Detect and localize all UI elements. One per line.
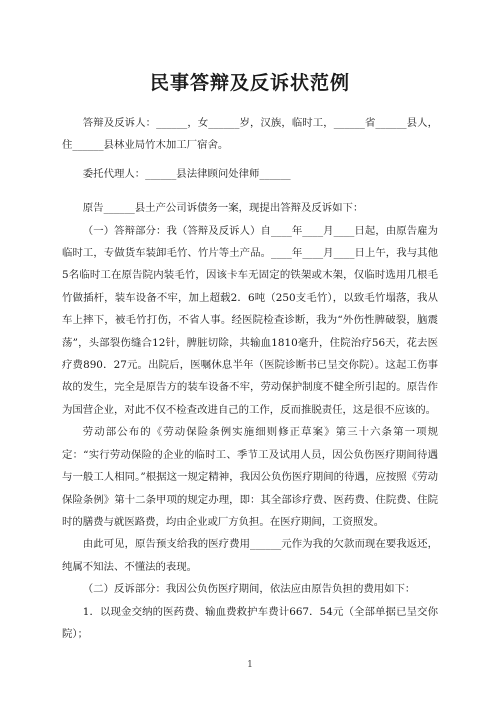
counterclaim-item-1: 1．以现金交纳的医药费、输血费救护车费计667．54元（全部单据已呈交你院）； xyxy=(62,605,438,640)
page-number: 1 xyxy=(247,660,253,670)
defense-section-paragraph: （一）答辩部分：我（答辩及反诉人）自____年____月____日起，由原告雇为临时工，专做货车装卸毛竹、竹片等土产品。____年____月____日上午，我与其他5名临时工在原告院内装毛竹，因该卡车无固定的铁架或木架，仅临时选用几根毛竹做插杆，装车设备不牢，加上超载2．6吨（250支毛竹），以致毛竹塌落，我从车上摔下，被毛竹打伤，不省人事。经医院检查诊断，我为“外伤性脾破裂，脑震荡”，头部裂伤缝合12针，脾脏切除，共输血1810毫升，住院治疗56天，花去医疗费890．27元。出院后，医嘱休息半年（医院诊断书已呈交你院）。这起工伤事故的发生，完全是原告方的装车设备不牢，劳动保护制度不健全所引起的。原告作为国营企业，对此不仅不检查改进自己的工作，反而推脱责任，这是很不应该的。 xyxy=(62,224,438,416)
document-title: 民事答辩及反诉状范例 xyxy=(149,72,350,94)
document-body xyxy=(62,112,438,645)
respondent-info-paragraph: 答辩及反诉人：______，女______岁，汉族，临时工，______省______县人，住______县林业局竹木加工厂宿舍。 xyxy=(62,117,438,152)
regulation-paragraph: 劳动部公布的《劳动保险条例实施细则修正草案》第三十六条第一项规定：“实行劳动保险的企业的临时工、季节工及试用人员，因公负伤医疗期间待遇与一般工人相同。”根据这一规定精神，我因公负伤医疗期间的待遇，应按照《劳动保险条例》第十二条甲项的规定办理，即：其全部诊疗费、医药费、住院费、住院时的膳费与就医路费，均由企业或厂方负担。在医疗期间，工资照发。 xyxy=(62,426,438,528)
intro-paragraph: 原告______县土产公司诉债务一案，现提出答辩及反诉如下： xyxy=(82,202,364,215)
counterclaim-section-paragraph: （二）反诉部分：我因公负伤医疗期间，依法应由原告负担的费用如下： xyxy=(82,583,416,596)
agent-paragraph: 委托代理人：______县法律顾问处律师______ xyxy=(82,167,291,180)
conclusion-paragraph: 由此可见，原告预支给我的医疗费用______元作为我的欠款而现在要我返还，纯属不知法、不懂法的表现。 xyxy=(62,538,438,573)
